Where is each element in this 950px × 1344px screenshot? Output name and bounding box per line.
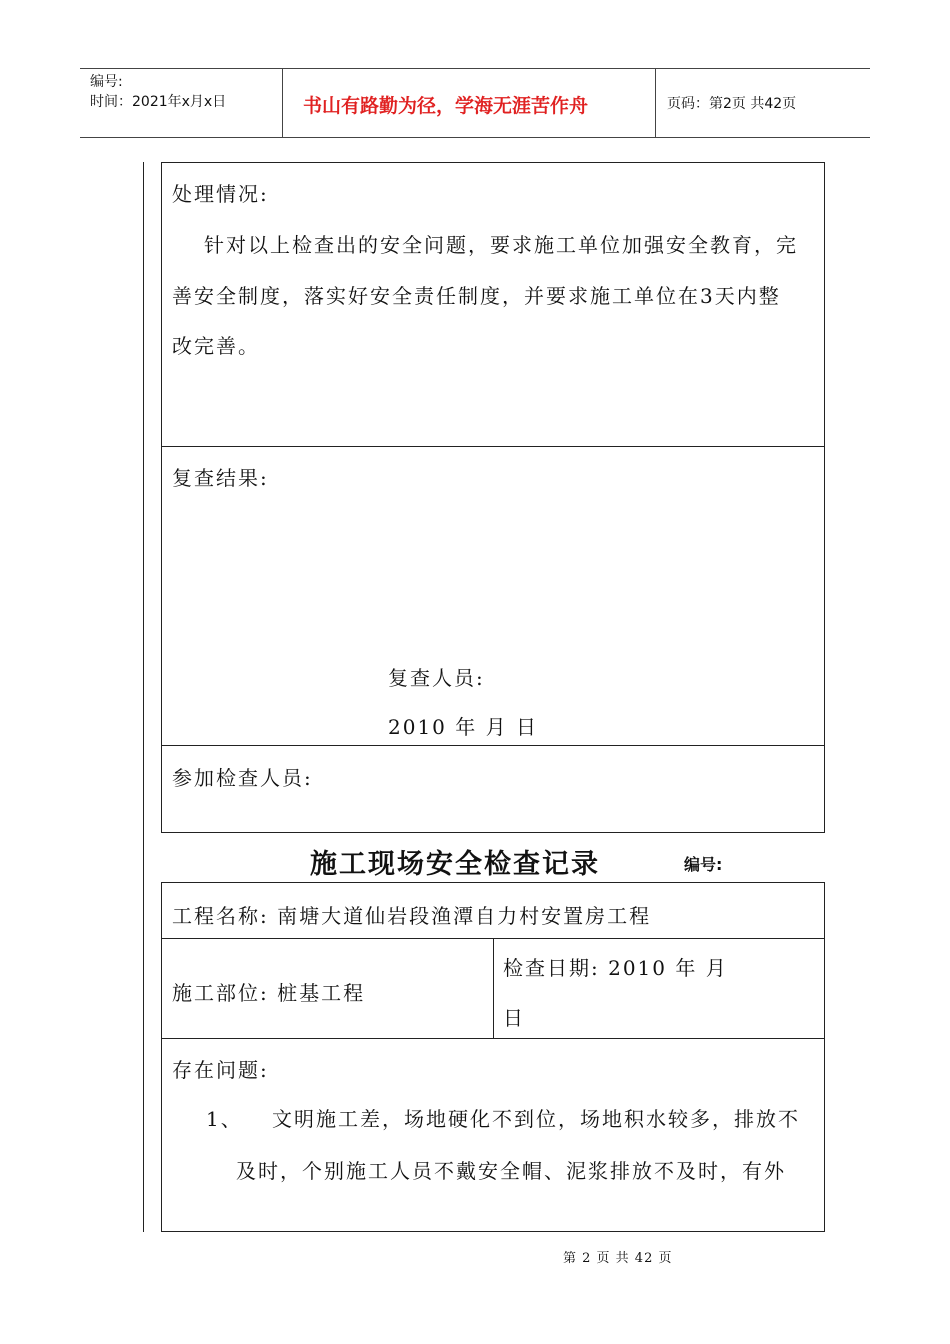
column-divider — [493, 938, 494, 1038]
participants-label: 参加检查人员: — [172, 766, 313, 790]
project-name: 工程名称: 南塘大道仙岩段渔潭自力村安置房工程 — [172, 904, 652, 928]
page-info: 页码：第2页 共42页 — [667, 96, 797, 112]
issue-text-line: 文明施工差，场地硬化不到位，场地积水较多，排放不 — [272, 1107, 800, 1131]
serial-label: 编号: — [90, 74, 123, 90]
issue-number: 1、 — [206, 1107, 243, 1131]
header-slogan-cell — [283, 69, 656, 137]
row-divider — [161, 446, 825, 447]
construction-part: 施工部位: 桩基工程 — [172, 981, 366, 1005]
handling-text-line: 改完善。 — [172, 334, 260, 358]
check-date-day: 日 — [503, 1006, 525, 1030]
handling-text-line: 针对以上检查出的安全问题，要求施工单位加强安全教育，完 — [204, 233, 798, 257]
issue-text-line: 及时，个别施工人员不戴安全帽、泥浆排放不及时，有外 — [236, 1159, 786, 1183]
form-serial-label: 编号: — [684, 855, 723, 874]
row-divider — [161, 1038, 825, 1039]
page-footer: 第 2 页 共 42 页 — [563, 1251, 673, 1266]
review-date: 2010 年 月 日 — [388, 715, 538, 739]
check-date: 检查日期: 2010 年 月 — [503, 956, 728, 980]
issues-label: 存在问题: — [172, 1058, 269, 1082]
page-header — [80, 68, 870, 138]
form-title: 施工现场安全检查记录 — [310, 849, 600, 880]
margin-line — [143, 162, 144, 1232]
header-page-cell — [657, 69, 870, 137]
row-divider — [161, 745, 825, 746]
review-result-label: 复查结果: — [172, 466, 269, 490]
time-label: 时间：2021年x月x日 — [90, 94, 227, 110]
handling-label: 处理情况: — [172, 182, 269, 206]
reviewer-label: 复查人员: — [388, 666, 485, 690]
slogan: 书山有路勤为径，学海无涯苦作舟 — [303, 95, 589, 117]
handling-text-line: 善安全制度，落实好安全责任制度，并要求施工单位在3天内整 — [172, 284, 781, 308]
header-meta-cell — [80, 69, 283, 137]
